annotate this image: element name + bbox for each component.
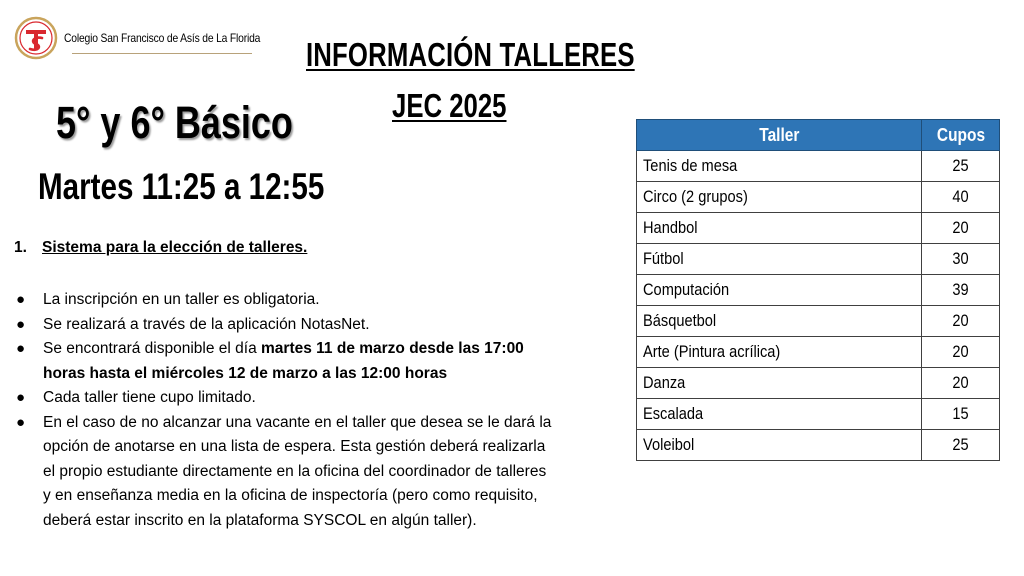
list-item xyxy=(14,337,574,386)
taller-name-cell: Arte (Pintura acrílica) xyxy=(637,337,922,368)
taller-name-cell: Voleibol xyxy=(637,430,922,461)
cupos-cell: 20 xyxy=(922,368,1000,399)
list-item xyxy=(14,386,574,411)
table-row xyxy=(637,430,1000,461)
list-item xyxy=(14,313,574,338)
bullet-dot-icon: ● xyxy=(16,291,26,308)
taller-name-cell: Fútbol xyxy=(637,244,922,275)
page-subtitle: JEC 2025 xyxy=(392,87,507,124)
taller-name-cell: Computación xyxy=(637,275,922,306)
cupos-cell: 20 xyxy=(922,213,1000,244)
bullet-text: En el caso de no alcanzar una vacante en el taller que desea se le dará la opción de anotarse en una lista de espera. Esta gestión deberá realizarla el propio estudiante directamente en la oficina del coordinador de talleres y en enseñanza media en la oficina de inspectoría (pero como requisito, deberá estar inscrito en la plataforma SYSCOL en algún taller). xyxy=(43,413,552,529)
grade-level: 5° y 6° Básico xyxy=(56,97,293,148)
taller-name-cell: Básquetbol xyxy=(637,306,922,337)
cupos-cell: 25 xyxy=(922,151,1000,182)
column-header-taller: Taller xyxy=(637,120,922,151)
taller-name-cell: Circo (2 grupos) xyxy=(637,182,922,213)
table-row xyxy=(637,275,1000,306)
list-item xyxy=(14,288,574,313)
table-row xyxy=(637,399,1000,430)
cupos-cell: 20 xyxy=(922,306,1000,337)
cupos-cell: 40 xyxy=(922,182,1000,213)
bullet-dot-icon: ● xyxy=(16,315,26,333)
cupos-cell: 39 xyxy=(922,275,1000,306)
bullet-text: Cada taller tiene cupo limitado. xyxy=(43,389,256,406)
section-title: Sistema para la elección de talleres. xyxy=(42,239,308,256)
column-header-cupos: Cupos xyxy=(922,120,1000,151)
table-header-row xyxy=(637,120,1000,151)
cupos-cell: 20 xyxy=(922,337,1000,368)
workshops-table xyxy=(636,119,1000,461)
header-divider xyxy=(72,53,252,54)
table-body xyxy=(637,151,1000,461)
table-row xyxy=(637,151,1000,182)
table-row xyxy=(637,244,1000,275)
section-heading xyxy=(14,239,307,257)
cupos-cell: 15 xyxy=(922,399,1000,430)
bullet-date-range: martes 11 de marzo desde las 17:00 horas hasta el miércoles 12 de marzo a las 12:00 horas xyxy=(43,340,524,382)
taller-name-cell: Tenis de mesa xyxy=(637,151,922,182)
taller-name-cell: Danza xyxy=(637,368,922,399)
bullet-text: La inscripción en un taller es obligatoria. xyxy=(43,291,320,308)
info-bullet-list xyxy=(14,288,574,533)
table-row xyxy=(637,337,1000,368)
list-item xyxy=(14,411,574,534)
bullet-text: Se realizará a través de la aplicación NotasNet. xyxy=(43,315,370,333)
bullet-dot-icon: ● xyxy=(16,413,26,431)
bullet-text: Se encontrará disponible el día xyxy=(43,340,262,357)
bullet-dot-icon: ● xyxy=(16,389,26,406)
taller-name-cell: Handbol xyxy=(637,213,922,244)
table-row xyxy=(637,182,1000,213)
schedule-time: Martes 11:25 a 12:55 xyxy=(38,166,325,207)
table-row xyxy=(637,213,1000,244)
school-crest-icon xyxy=(14,16,58,60)
page-title: INFORMACIÓN TALLERES xyxy=(306,36,635,73)
cupos-cell: 30 xyxy=(922,244,1000,275)
bullet-dot-icon: ● xyxy=(16,340,26,357)
cupos-cell: 25 xyxy=(922,430,1000,461)
taller-name-cell: Escalada xyxy=(637,399,922,430)
school-name: Colegio San Francisco de Asís de La Florida xyxy=(64,31,261,45)
section-number: 1. xyxy=(14,239,27,256)
table-row xyxy=(637,368,1000,399)
table-row xyxy=(637,306,1000,337)
